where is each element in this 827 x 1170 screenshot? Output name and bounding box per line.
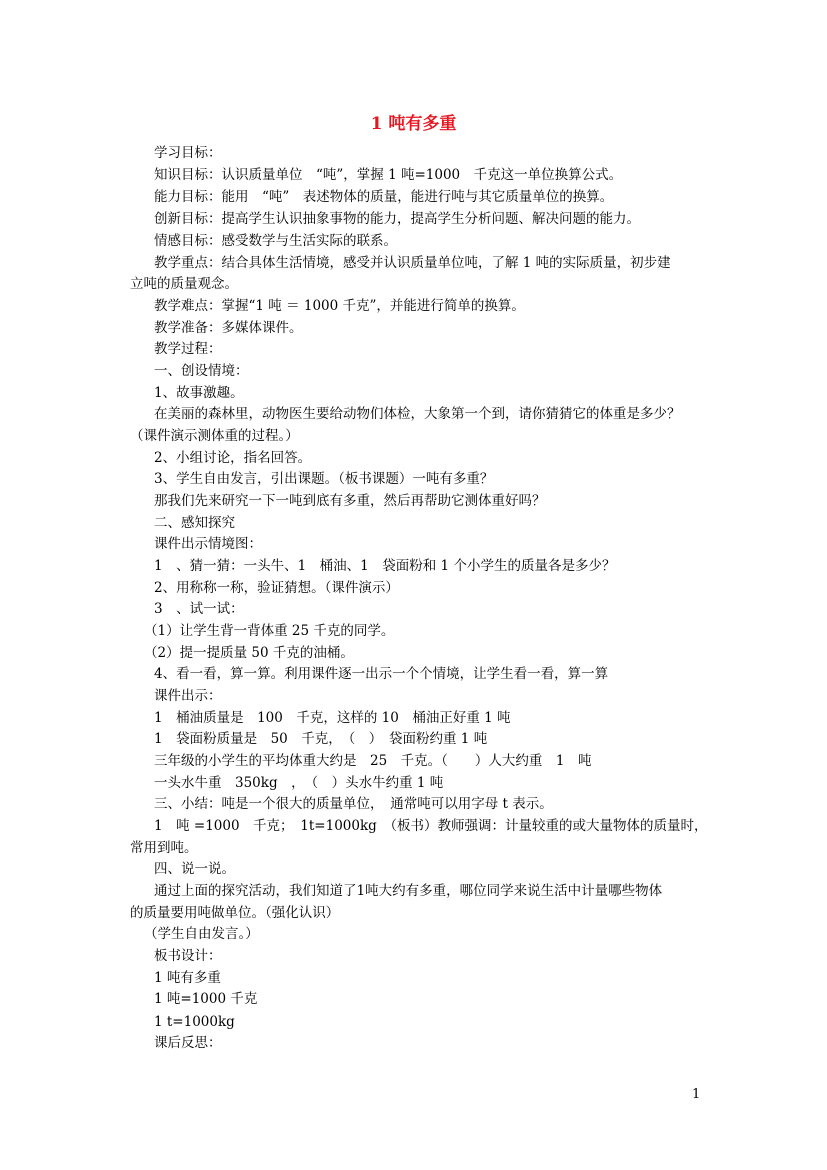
text-line: 三年级的小学生的平均体重大约是 25 千克。（ ）人大约重 1 吨 bbox=[154, 753, 592, 769]
text-line: 1 桶油质量是 100 千克，这样的 10 桶油正好重 1 吨 bbox=[154, 710, 511, 726]
text-line: 教学重点：结合具体生活情境，感受并认识质量单位吨，了解 1 吨的实际质量，初步建 bbox=[154, 255, 671, 271]
text-line: 能力目标：能用 “吨” 表述物体的质量，能进行吨与其它质量单位的换算。 bbox=[154, 189, 614, 205]
page-number: 1 bbox=[692, 1087, 701, 1102]
text-line: 2、用称称一称，验证猜想。（课件演示） bbox=[154, 580, 399, 596]
text-line: （课件演示测体重的过程。） bbox=[130, 428, 299, 444]
text-line: 教学准备：多媒体课件。 bbox=[154, 320, 303, 336]
document-title: 1 吨有多重 bbox=[370, 114, 457, 134]
text-line: 知识目标：认识质量单位 “吨”，掌握 1 吨=1000 千克这一单位换算公式。 bbox=[154, 167, 623, 183]
text-line: 学习目标： bbox=[154, 145, 222, 161]
text-line: 3 、试一试： bbox=[154, 601, 244, 617]
text-line: 板书设计： bbox=[154, 948, 222, 964]
text-line: 通过上面的探究活动，我们知道了1吨大约有多重，哪位同学来说生活中计量哪些物体 bbox=[154, 883, 663, 899]
text-line: 情感目标：感受数学与生活实际的联系。 bbox=[154, 233, 397, 249]
text-line: 课后反思： bbox=[154, 1035, 222, 1051]
text-line: 立吨的质量观念。 bbox=[130, 276, 238, 292]
text-line: 1 吨有多重 bbox=[154, 970, 221, 986]
text-line: 4、看一看，算一算。利用课件逐一出示一个个情境，让学生看一看，算一算 bbox=[154, 666, 609, 682]
text-line: 常用到吨。 bbox=[130, 840, 198, 856]
text-line: 的质量要用吨做单位。（强化认识） bbox=[130, 905, 340, 921]
text-line: 1 吨=1000 千克 bbox=[154, 991, 258, 1007]
text-line: 教学难点：掌握“1 吨 ＝ 1000 千克”，并能进行简单的换算。 bbox=[154, 298, 525, 314]
text-line: 三、小结：吨是一个很大的质量单位， 通常吨可以用字母 t 表示。 bbox=[154, 796, 553, 812]
text-line: 课件出示情境图： bbox=[154, 536, 262, 552]
text-line: 1 、猜一猜：一头牛、1 桶油、1 袋面粉和 1 个小学生的质量各是多少？ bbox=[154, 558, 616, 574]
text-line: 在美丽的森林里，动物医生要给动物们体检，大象第一个到，请你猜猜它的体重是多少？ bbox=[154, 406, 681, 422]
text-line: 课件出示： bbox=[154, 688, 222, 704]
text-line: 创新目标：提高学生认识抽象事物的能力，提高学生分析问题、解决问题的能力。 bbox=[154, 211, 640, 227]
text-line: （2）提一提质量 50 千克的油桶。 bbox=[144, 645, 354, 661]
text-line: 一头水牛重 350kg ， （ ）头水牛约重 1 吨 bbox=[154, 775, 444, 791]
text-line: 3、学生自由发言，引出课题。（板书课题）一吨有多重？ bbox=[154, 471, 494, 487]
text-line: 1、故事激趣。 bbox=[154, 385, 244, 401]
text-line: 1 吨 =1000 千克； 1t=1000kg （板书）教师强调：计量较重的或大量物体的质量时， bbox=[154, 818, 708, 834]
text-line: （1）让学生背一背体重 25 千克的同学。 bbox=[144, 623, 395, 639]
text-line: 2、小组讨论，指名回答。 bbox=[154, 450, 312, 466]
text-line: 1 t=1000kg bbox=[154, 1014, 235, 1030]
text-line: （学生自由发言。） bbox=[144, 926, 259, 942]
text-line: 教学过程： bbox=[154, 341, 222, 357]
text-line: 一、创设情境： bbox=[154, 363, 249, 379]
text-line: 那我们先来研究一下一吨到底有多重，然后再帮助它测体重好吗？ bbox=[154, 493, 546, 509]
text-line: 四、说一说。 bbox=[154, 861, 235, 877]
text-line: 二、感知探究 bbox=[154, 515, 235, 531]
text-line: 1 袋面粉质量是 50 千克， （ ） 袋面粉约重 1 吨 bbox=[154, 731, 488, 747]
